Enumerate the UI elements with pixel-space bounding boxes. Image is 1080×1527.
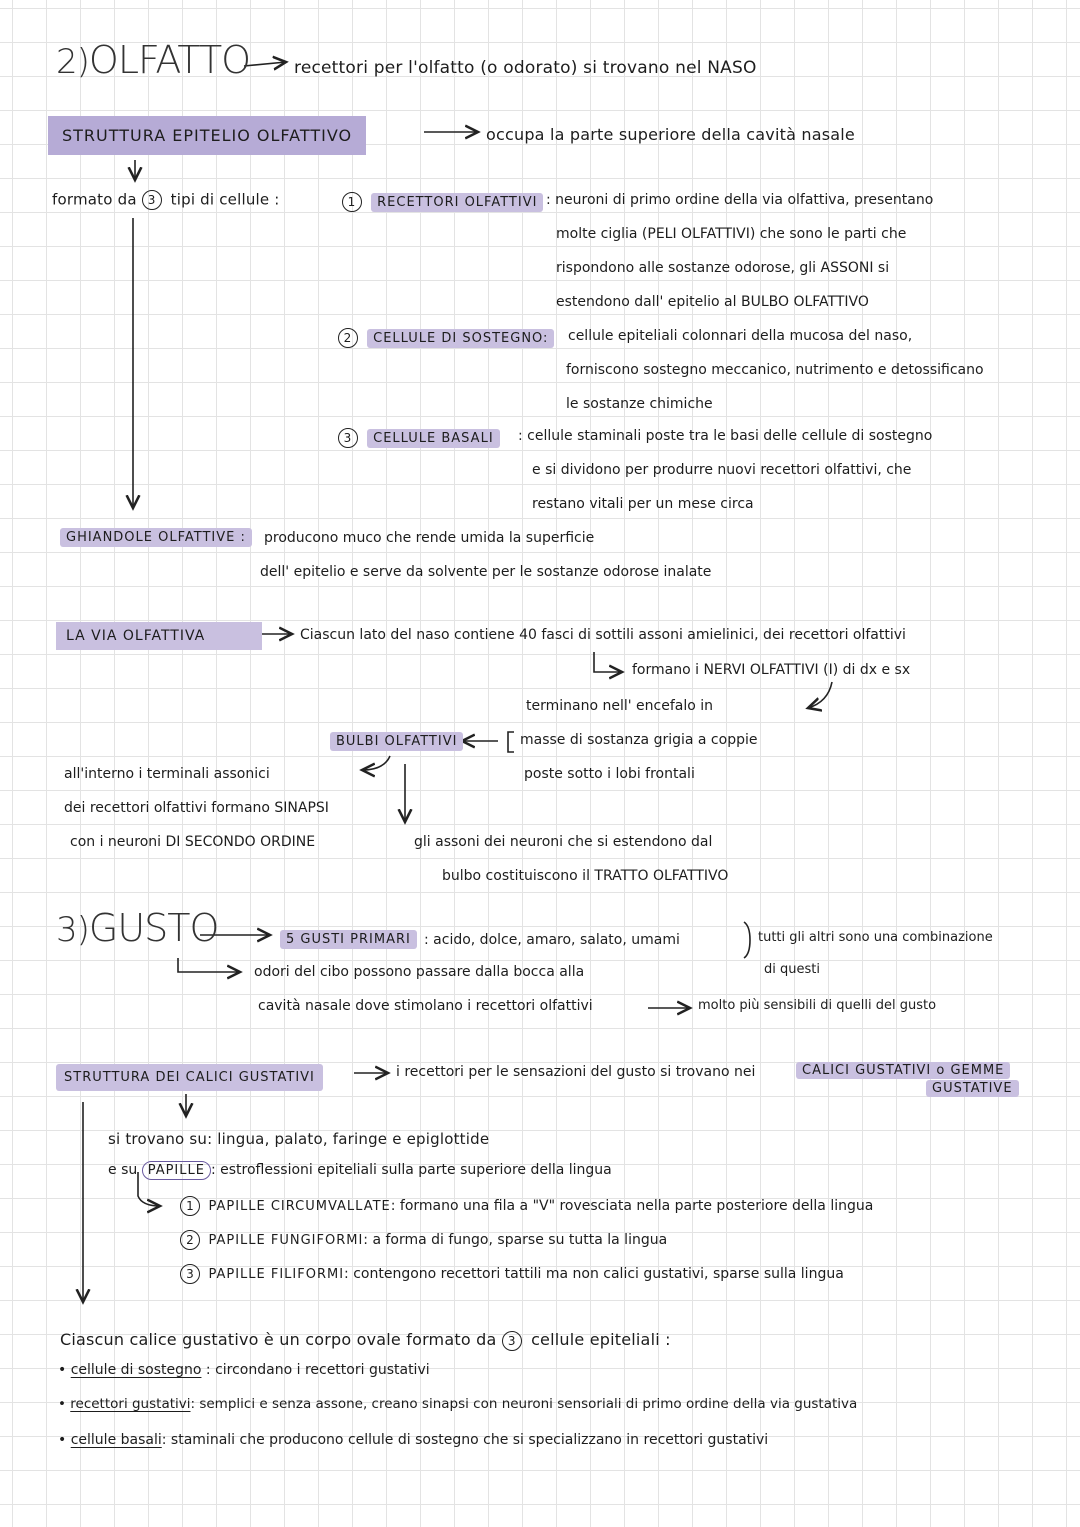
ciascun-pre: Ciascun calice gustativo è un corpo ovale formato da bbox=[60, 1330, 497, 1349]
bulbi-desc: poste sotto i lobi frontali bbox=[524, 766, 695, 782]
bullet-text: : staminali che producono cellule di sostegno che si specializzano in recettori gustativi bbox=[161, 1432, 769, 1448]
papille-type-name: PAPILLE FUNGIFORMI bbox=[208, 1233, 364, 1248]
olfatto-intro: recettori per l'olfatto (o odorato) si trovano nel NASO bbox=[294, 58, 757, 78]
bullet-text: : semplici e senza assone, creano sinapsi con neuroni sensoriali di primo ordine della via gustativa bbox=[190, 1396, 858, 1412]
ghiandole-line: producono muco che rende umida la superficie bbox=[264, 530, 595, 546]
papille-type-desc: : formano una fila a "V" rovesciata nella parte posteriore della lingua bbox=[390, 1198, 874, 1214]
bullet-label: recettori gustativi bbox=[70, 1396, 191, 1412]
number-circle: 3 bbox=[142, 190, 162, 210]
combinazione-line: tutti gli altri sono una combinazione bbox=[758, 930, 993, 945]
number-circle: 1 bbox=[342, 192, 362, 212]
sinapsi-line: dei recettori olfattivi formano SINAPSI bbox=[64, 800, 329, 816]
formato-da-line bbox=[52, 190, 280, 210]
heading-via-olfattiva: LA VIA OLFATTIVA bbox=[56, 622, 262, 650]
papille-type-name: PAPILLE FILIFORMI bbox=[208, 1267, 345, 1282]
papille-type bbox=[180, 1230, 667, 1250]
ghiandole-label: GHIANDOLE OLFATTIVE : bbox=[60, 528, 252, 547]
cell-desc-line: estendono dall' epitelio al BULBO OLFATTIVO bbox=[556, 294, 869, 310]
section-title-olfatto bbox=[56, 38, 250, 82]
ghiandole-line: dell' epitelio e serve da solvente per le sostanze odorose inalate bbox=[260, 564, 712, 580]
papille-pre: e su bbox=[108, 1162, 138, 1178]
gusti-primari-list: : acido, dolce, amaro, salato, umami bbox=[424, 932, 680, 948]
struttura-epitelio-desc: occupa la parte superiore della cavità nasale bbox=[486, 125, 855, 144]
number-circle: 2 bbox=[180, 1230, 200, 1250]
section-title-gusto bbox=[56, 906, 218, 950]
cell-name: CELLULE BASALI bbox=[367, 429, 500, 448]
bullet-dot: • bbox=[58, 1432, 67, 1448]
cell-name: CELLULE DI SOSTEGNO: bbox=[367, 329, 554, 348]
bullet-dot: • bbox=[58, 1396, 66, 1412]
tratto-line: bulbo costituiscono il TRATTO OLFATTIVO bbox=[442, 868, 729, 884]
papille-type-desc: : contengono recettori tattili ma non calici gustativi, sparse sulla lingua bbox=[344, 1266, 844, 1282]
bulbi-olfattivi-label: BULBI OLFATTIVI bbox=[330, 732, 463, 751]
via-line3: terminano nell' encefalo in bbox=[526, 698, 714, 714]
cell-desc-line: restano vitali per un mese circa bbox=[532, 496, 754, 512]
section-number: 2) bbox=[56, 42, 89, 82]
number-circle: 1 bbox=[180, 1196, 200, 1216]
papille-type bbox=[180, 1264, 844, 1284]
heading-struttura-calici: STRUTTURA DEI CALICI GUSTATIVI bbox=[56, 1064, 323, 1091]
bullet-label: cellule di sostegno bbox=[70, 1362, 202, 1378]
bullet-item bbox=[58, 1432, 768, 1448]
cell-desc-line: : neuroni di primo ordine della via olfattiva, presentano bbox=[546, 192, 934, 208]
formato-rest: tipi di cellule : bbox=[170, 190, 280, 209]
papille-label: PAPILLE bbox=[142, 1161, 211, 1180]
cell-desc-line: e si dividono per produrre nuovi recettori olfattivi, che bbox=[532, 462, 912, 478]
bullet-item bbox=[58, 1396, 857, 1412]
cell-type-basali bbox=[338, 428, 500, 448]
calici-desc: i recettori per le sensazioni del gusto si trovano nei bbox=[396, 1064, 756, 1080]
combinazione-line: di questi bbox=[764, 962, 820, 977]
tratto-line: gli assoni dei neuroni che si estendono dal bbox=[414, 834, 713, 850]
gustative-label: GUSTATIVE bbox=[926, 1080, 1019, 1097]
odori-line: cavità nasale dove stimolano i recettori olfattivi bbox=[258, 998, 593, 1014]
bullet-item bbox=[58, 1362, 430, 1378]
bullet-dot: • bbox=[58, 1362, 67, 1378]
bullet-label: cellule basali bbox=[70, 1432, 162, 1448]
bulbi-desc: masse di sostanza grigia a coppie bbox=[520, 732, 758, 748]
cell-desc-line: rispondono alle sostanze odorose, gli ASSONI si bbox=[556, 260, 890, 276]
heading-struttura-epitelio: STRUTTURA EPITELIO OLFATTIVO bbox=[48, 116, 366, 155]
via-line1: Ciascun lato del naso contiene 40 fasci di sottili assoni amielinici, dei recettori olfattivi bbox=[300, 627, 906, 643]
papille-desc: : estroflessioni epiteliali sulla parte superiore della lingua bbox=[210, 1162, 612, 1178]
cell-desc-line: : cellule staminali poste tra le basi delle cellule di sostegno bbox=[518, 428, 933, 444]
ciascun-calice-line bbox=[60, 1330, 671, 1351]
cell-desc-line: molte ciglia (PELI OLFATTIVI) che sono le parti che bbox=[556, 226, 907, 242]
si-trovano-line: si trovano su: lingua, palato, faringe e epiglottide bbox=[108, 1130, 490, 1148]
number-circle: 3 bbox=[338, 428, 358, 448]
sinapsi-line: con i neuroni DI SECONDO ORDINE bbox=[70, 834, 316, 850]
section-number: 3) bbox=[56, 910, 89, 950]
cell-desc-line: cellule epiteliali colonnari della mucosa del naso, bbox=[568, 328, 913, 344]
cell-desc-line: forniscono sostegno meccanico, nutrimento e detossificano bbox=[566, 362, 984, 378]
gusti-primari-label: 5 GUSTI PRIMARI bbox=[280, 930, 417, 949]
cell-type-recettori bbox=[342, 192, 543, 212]
cell-desc-line: le sostanze chimiche bbox=[566, 396, 713, 412]
number-circle: 2 bbox=[338, 328, 358, 348]
odori-line: odori del cibo possono passare dalla bocca alla bbox=[254, 964, 585, 980]
bullet-text: : circondano i recettori gustativi bbox=[205, 1362, 430, 1378]
formato-label: formato da bbox=[52, 190, 137, 209]
cell-type-sostegno bbox=[338, 328, 554, 348]
via-line2: formano i NERVI OLFATTIVI (I) di dx e sx bbox=[632, 662, 911, 678]
papille-type-desc: : a forma di fungo, sparse su tutta la lingua bbox=[363, 1232, 668, 1248]
papille-type-name: PAPILLE CIRCUMVALLATE bbox=[208, 1199, 391, 1214]
calici-label: CALICI GUSTATIVI o GEMME bbox=[796, 1062, 1010, 1079]
ciascun-post: cellule epiteliali : bbox=[531, 1330, 671, 1349]
section-title-text: OLFATTO bbox=[88, 38, 251, 82]
number-circle: 3 bbox=[502, 1331, 522, 1351]
cell-name: RECETTORI OLFATTIVI bbox=[371, 193, 543, 212]
section-title-text: GUSTO bbox=[88, 906, 219, 950]
sinapsi-line: all'interno i terminali assonici bbox=[64, 766, 270, 782]
papille-line bbox=[108, 1162, 612, 1178]
papille-type bbox=[180, 1196, 873, 1216]
sensibili-line: molto più sensibili di quelli del gusto bbox=[698, 998, 937, 1013]
number-circle: 3 bbox=[180, 1264, 200, 1284]
